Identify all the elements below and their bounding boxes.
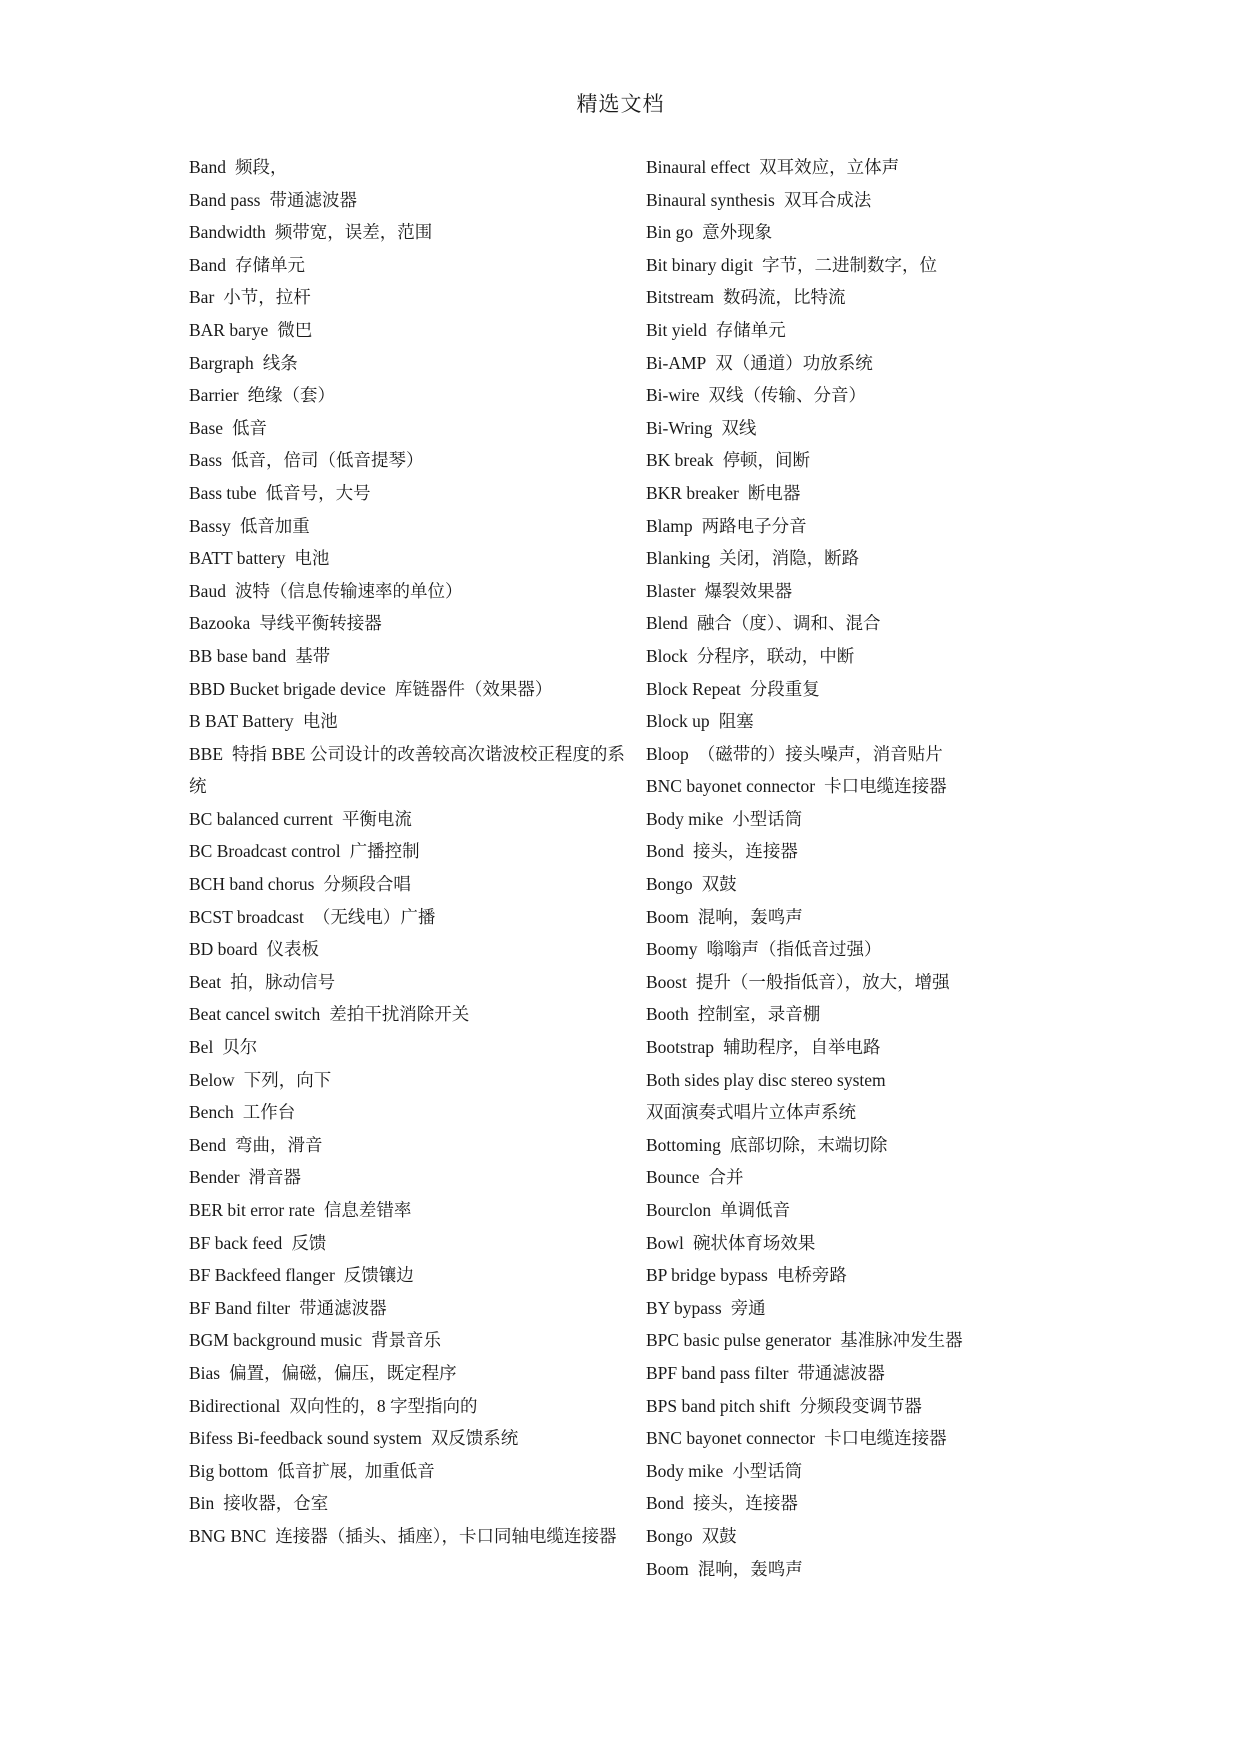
- entry-meaning: 双面演奏式唱片立体声系统: [646, 1102, 856, 1123]
- entry-term: BKR breaker: [646, 482, 739, 503]
- entry-meaning: 电桥旁路: [776, 1265, 847, 1286]
- entry-meaning: 存储单元: [234, 254, 305, 275]
- entry-meaning: 低音: [232, 417, 268, 438]
- entry-meaning: 滑音器: [248, 1167, 302, 1188]
- entry-term: Bounce: [646, 1167, 700, 1188]
- entry-term: Band pass: [189, 189, 261, 210]
- glossary-entry: [646, 705, 1091, 738]
- entry-term: Bifess Bi-feedback sound system: [189, 1428, 422, 1449]
- entry-meaning: 低音加重: [239, 515, 310, 536]
- entry-term: BPS band pitch shift: [646, 1395, 791, 1416]
- entry-meaning: 爆裂效果器: [704, 580, 793, 601]
- glossary-entry: [189, 314, 634, 347]
- entry-meaning: 库链器件（效果器）: [394, 678, 553, 699]
- entry-term: Block Repeat: [646, 678, 741, 699]
- glossary-entry: [646, 738, 1091, 771]
- glossary-entry: [189, 705, 634, 738]
- glossary-entry: [646, 1227, 1091, 1260]
- entry-term: Blanking: [646, 548, 711, 569]
- glossary-entry: [189, 1520, 634, 1553]
- entry-meaning: 频段，: [234, 157, 288, 177]
- entry-meaning: 小型话筒: [732, 808, 803, 829]
- glossary-entry: [646, 1520, 1091, 1553]
- entry-term: BAR barye: [189, 319, 269, 340]
- glossary-entry: [646, 1487, 1091, 1520]
- entry-term: Bin go: [646, 222, 694, 243]
- glossary-entry: [189, 1129, 634, 1162]
- entry-meaning: 频带宽，误差，范围: [274, 222, 433, 243]
- entry-meaning: 碗状体育场效果: [692, 1232, 816, 1253]
- entry-meaning: 广播控制: [349, 841, 420, 862]
- glossary-entry: [189, 998, 634, 1031]
- glossary-entry: [646, 151, 1091, 184]
- entry-term: Boom: [646, 1558, 689, 1579]
- entry-meaning: 接头，连接器: [692, 1493, 798, 1514]
- glossary-entry: [646, 803, 1091, 836]
- entry-meaning: （磁带的）接头噪声，消音贴片: [697, 743, 943, 764]
- entry-term: BBE: [189, 743, 224, 764]
- entry-meaning: 平衡电流: [341, 808, 412, 829]
- entry-meaning: 工作台: [242, 1102, 296, 1123]
- entry-meaning: 合并: [708, 1167, 744, 1188]
- glossary-entry: [646, 1422, 1091, 1455]
- entry-meaning: 低音扩展，加重低音: [277, 1460, 435, 1481]
- entry-term: BPF band pass filter: [646, 1362, 789, 1383]
- glossary-entry: [646, 1161, 1091, 1194]
- entry-meaning: 双线: [721, 417, 757, 438]
- entry-term: BPC basic pulse generator: [646, 1330, 832, 1351]
- entry-meaning: 提升（一般指低音），放大，增强: [695, 971, 950, 992]
- entry-term: Bit yield: [646, 319, 707, 340]
- glossary-entry: [189, 1422, 634, 1455]
- entry-meaning: 辅助程序，自举电路: [723, 1037, 881, 1058]
- entry-term: Body mike: [646, 808, 724, 829]
- entry-term: Bi-Wring: [646, 417, 713, 438]
- glossary-entry: [646, 1390, 1091, 1423]
- entry-meaning: 控制室，录音棚: [697, 1004, 821, 1025]
- entry-term: BNC bayonet connector: [646, 1428, 816, 1449]
- entry-term: Base: [189, 417, 224, 438]
- entry-term: Baud: [189, 580, 226, 601]
- entry-meaning: 分频段变调节器: [799, 1395, 922, 1416]
- entry-term: BF Backfeed flanger: [189, 1265, 335, 1286]
- entry-term: BCST broadcast: [189, 906, 304, 927]
- glossary-entry: [189, 1324, 634, 1357]
- entry-meaning: 卡口电缆连接器: [824, 776, 947, 797]
- entry-term: Bias: [189, 1362, 221, 1383]
- glossary-entry: [189, 1390, 634, 1423]
- glossary-entry: [189, 542, 634, 575]
- entry-meaning: 拍，脉动信号: [230, 971, 336, 992]
- glossary-entry: [646, 901, 1091, 934]
- entry-meaning: 断电器: [747, 482, 801, 503]
- entry-meaning: 下列，向下: [243, 1069, 332, 1090]
- glossary-entry: [646, 1292, 1091, 1325]
- entry-meaning: 差拍干扰消除开关: [329, 1004, 470, 1025]
- glossary-entry: [189, 1161, 634, 1194]
- glossary-entry: [646, 1455, 1091, 1488]
- entry-term: Bloop: [646, 743, 689, 764]
- entry-term: Blamp: [646, 515, 693, 536]
- entry-meaning: 特指 BBE 公司设计的改善较高次谐波校正程度的系统: [189, 743, 625, 797]
- entry-meaning: （无线电）广播: [312, 906, 436, 927]
- entry-term: BC balanced current: [189, 808, 333, 829]
- entry-term: BATT battery: [189, 548, 286, 569]
- entry-meaning: 低音号，大号: [265, 482, 371, 503]
- entry-meaning: 双耳效应，立体声: [759, 157, 900, 177]
- entry-meaning: 带通滤波器: [269, 189, 357, 210]
- entry-meaning: 信息差错率: [323, 1200, 412, 1220]
- entry-term: Big bottom: [189, 1460, 269, 1481]
- glossary-entry: [189, 1096, 634, 1129]
- entry-term: Bend: [189, 1134, 226, 1155]
- entry-term: Bender: [189, 1167, 240, 1188]
- entry-meaning: 双耳合成法: [783, 189, 872, 210]
- entry-term: BF back feed: [189, 1232, 283, 1253]
- entry-term: Boost: [646, 971, 687, 992]
- entry-meaning: 带通滤波器: [299, 1297, 387, 1318]
- entry-term: Band: [189, 254, 226, 275]
- glossary-entry: [646, 1259, 1091, 1292]
- entry-term: Boomy: [646, 939, 698, 960]
- entry-term: Bongo: [646, 874, 693, 895]
- glossary-entry: [189, 1194, 634, 1227]
- entry-meaning: 单调低音: [720, 1200, 791, 1220]
- entry-meaning: 存储单元: [715, 319, 786, 340]
- entry-term: Bi-wire: [646, 385, 700, 406]
- entry-term: BK break: [646, 450, 714, 471]
- glossary-entry: [189, 966, 634, 999]
- entry-term: BBD Bucket brigade device: [189, 678, 386, 699]
- glossary-entry: [646, 868, 1091, 901]
- glossary-entry: [189, 1487, 634, 1520]
- entry-term: Bond: [646, 841, 684, 862]
- entry-term: Beat: [189, 971, 222, 992]
- glossary-entry: [646, 444, 1091, 477]
- entry-term: Bench: [189, 1102, 234, 1123]
- entry-term: Bass tube: [189, 482, 257, 503]
- entry-term: Booth: [646, 1004, 689, 1025]
- glossary-entry: [646, 998, 1091, 1031]
- glossary-entry: [646, 640, 1091, 673]
- glossary-entry: [189, 803, 634, 836]
- glossary-entry: [189, 1064, 634, 1097]
- entry-meaning: 线条: [262, 352, 298, 373]
- entry-term: Bootstrap: [646, 1037, 715, 1058]
- glossary-entry: [646, 1357, 1091, 1390]
- glossary-left-column: [189, 151, 634, 1553]
- glossary-entry: [189, 477, 634, 510]
- entry-meaning: 双鼓: [701, 874, 737, 895]
- glossary-entry: [189, 281, 634, 314]
- entry-meaning: 仪表板: [266, 939, 320, 960]
- glossary-entry: [189, 738, 634, 803]
- glossary-entry: [646, 412, 1091, 445]
- glossary-entry: [646, 379, 1091, 412]
- glossary-entry: [189, 216, 634, 249]
- entry-term: Bargraph: [189, 352, 254, 373]
- entry-meaning: 关闭，消隐，断路: [719, 548, 860, 569]
- glossary-entry: [189, 1031, 634, 1064]
- glossary-entry: [646, 1031, 1091, 1064]
- glossary-entry: [189, 1357, 634, 1390]
- entry-meaning: 小型话筒: [732, 1460, 803, 1481]
- glossary-entry: [646, 1324, 1091, 1357]
- entry-meaning: 双线（传输、分音）: [708, 385, 866, 406]
- entry-meaning: 双向性的，8 字型指向的: [289, 1395, 478, 1416]
- glossary-entry: [646, 184, 1091, 217]
- entry-term: Band: [189, 157, 226, 177]
- entry-meaning: 旁通: [730, 1297, 766, 1318]
- entry-term: Bitstream: [646, 287, 715, 308]
- entry-meaning: 绝缘（套）: [247, 385, 336, 406]
- entry-term: Bourclon: [646, 1200, 712, 1220]
- glossary-entry: [189, 901, 634, 934]
- glossary-entry: [646, 966, 1091, 999]
- entry-meaning: 连接器（插头、插座），卡口同轴电缆连接器: [275, 1525, 617, 1546]
- entry-term: Bowl: [646, 1232, 684, 1253]
- glossary-entry: [189, 673, 634, 706]
- entry-term: Block up: [646, 711, 710, 732]
- entry-meaning: 停顿，间断: [722, 450, 811, 471]
- entry-term: BY bypass: [646, 1297, 722, 1318]
- glossary-entry: [646, 1194, 1091, 1227]
- entry-term: Block: [646, 645, 688, 666]
- entry-meaning: 卡口电缆连接器: [824, 1428, 947, 1449]
- entry-meaning: 微巴: [277, 319, 313, 340]
- entry-term: BCH band chorus: [189, 874, 315, 895]
- entry-term: Below: [189, 1069, 235, 1090]
- entry-meaning: 偏置，偏磁，偏压，既定程序: [229, 1362, 457, 1383]
- glossary-entry: [646, 510, 1091, 543]
- glossary-entry: [646, 249, 1091, 282]
- glossary-entry: [646, 770, 1091, 803]
- entry-term: Bin: [189, 1493, 215, 1514]
- entry-meaning: 分段重复: [749, 678, 820, 699]
- entry-meaning: 双（通道）功放系统: [715, 352, 873, 373]
- entry-term: BP bridge bypass: [646, 1265, 768, 1286]
- entry-meaning: 电池: [294, 548, 330, 569]
- entry-term: Blend: [646, 613, 688, 634]
- entry-term: Bi-AMP: [646, 352, 707, 373]
- glossary-entry: [646, 477, 1091, 510]
- glossary-entry: [189, 1292, 634, 1325]
- glossary-entry: [189, 151, 634, 184]
- entry-term: Body mike: [646, 1460, 724, 1481]
- entry-term: Bandwidth: [189, 222, 266, 243]
- entry-term: BGM background music: [189, 1330, 363, 1351]
- entry-meaning: 基准脉冲发生器: [840, 1330, 963, 1351]
- entry-meaning: 接头，连接器: [692, 841, 798, 862]
- page-header-title: 精选文档: [576, 92, 665, 116]
- glossary-entry: [646, 575, 1091, 608]
- entry-term: BNG BNC: [189, 1525, 267, 1546]
- entry-term: BER bit error rate: [189, 1200, 315, 1220]
- entry-meaning: 嗡嗡声（指低音过强）: [706, 939, 882, 960]
- entry-term: BC Broadcast control: [189, 841, 341, 862]
- entry-meaning: 波特（信息传输速率的单位）: [234, 580, 463, 601]
- entry-term: Boom: [646, 906, 689, 927]
- glossary-entry: [189, 444, 634, 477]
- glossary-entry: [646, 607, 1091, 640]
- entry-meaning: 电池: [302, 711, 338, 732]
- entry-term: Bass: [189, 450, 223, 471]
- glossary-entry: [189, 607, 634, 640]
- entry-meaning: 混响，轰鸣声: [697, 1558, 803, 1579]
- glossary-entry: [646, 1553, 1091, 1586]
- entry-term: Blaster: [646, 580, 696, 601]
- entry-meaning: 背景音乐: [371, 1330, 442, 1351]
- entry-term: Barrier: [189, 385, 239, 406]
- glossary-entry: [189, 575, 634, 608]
- entry-meaning: 融合（度）、调和、混合: [696, 613, 881, 634]
- entry-meaning: 低音，倍司（低音提琴）: [231, 450, 424, 471]
- glossary-entry: [646, 314, 1091, 347]
- glossary-entry: [646, 673, 1091, 706]
- glossary-entry: [189, 184, 634, 217]
- glossary-entry: [189, 347, 634, 380]
- glossary-entry: [646, 281, 1091, 314]
- glossary-entry: [189, 835, 634, 868]
- entry-meaning: 小节，拉杆: [223, 287, 311, 308]
- entry-term: Bar: [189, 287, 215, 308]
- entry-meaning: 混响，轰鸣声: [697, 906, 803, 927]
- entry-meaning: 贝尔: [222, 1037, 258, 1058]
- entry-term: Bassy: [189, 515, 231, 536]
- glossary-entry: [646, 347, 1091, 380]
- entry-term: BF Band filter: [189, 1297, 291, 1318]
- entry-term: BD board: [189, 939, 258, 960]
- entry-meaning: 分频段合唱: [323, 874, 411, 895]
- entry-term: BB base band: [189, 645, 287, 666]
- entry-meaning: 导线平衡转接器: [259, 613, 382, 634]
- glossary-entry: [189, 249, 634, 282]
- glossary-entry: [646, 1129, 1091, 1162]
- entry-term: Both sides play disc stereo system: [646, 1069, 886, 1090]
- glossary-entry: [189, 412, 634, 445]
- glossary-entry: [646, 835, 1091, 868]
- entry-meaning: 弯曲，滑音: [234, 1134, 323, 1155]
- entry-term: Bongo: [646, 1525, 693, 1546]
- entry-meaning: 接收器，仓室: [223, 1493, 329, 1514]
- glossary-entry: [189, 640, 634, 673]
- entry-meaning: 反馈: [291, 1232, 327, 1253]
- entry-term: Beat cancel switch: [189, 1004, 321, 1025]
- entry-meaning: 带通滤波器: [797, 1362, 885, 1383]
- glossary-entry: [189, 933, 634, 966]
- glossary-entry: [646, 1064, 1091, 1129]
- glossary-entry: [189, 1455, 634, 1488]
- entry-meaning: 基带: [295, 645, 331, 666]
- entry-meaning: 双反馈系统: [430, 1428, 519, 1449]
- entry-meaning: 字节，二进制数字，位: [761, 254, 937, 275]
- entry-term: Bit binary digit: [646, 254, 753, 275]
- glossary-entry: [189, 379, 634, 412]
- entry-term: Binaural effect: [646, 157, 751, 177]
- entry-term: Bidirectional: [189, 1395, 281, 1416]
- glossary-entry: [189, 1259, 634, 1292]
- entry-term: Binaural synthesis: [646, 189, 775, 210]
- entry-term: B BAT Battery: [189, 711, 294, 732]
- glossary-entry: [189, 1227, 634, 1260]
- entry-term: Bazooka: [189, 613, 251, 634]
- glossary-entry: [646, 216, 1091, 249]
- entry-term: Bottoming: [646, 1134, 721, 1155]
- glossary-entry: [189, 510, 634, 543]
- entry-meaning: 意外现象: [702, 222, 773, 243]
- glossary-entry: [646, 933, 1091, 966]
- entry-meaning: 阻塞: [718, 711, 754, 732]
- entry-term: Bel: [189, 1037, 214, 1058]
- glossary-entry: [189, 868, 634, 901]
- entry-meaning: 双鼓: [701, 1525, 737, 1546]
- entry-term: BNC bayonet connector: [646, 776, 816, 797]
- entry-meaning: 数码流，比特流: [723, 287, 846, 308]
- entry-meaning: 反馈镶边: [343, 1265, 414, 1286]
- entry-meaning: 两路电子分音: [701, 515, 807, 536]
- glossary-entry: [646, 542, 1091, 575]
- glossary-right-column: [646, 151, 1091, 1585]
- entry-meaning: 底部切除，末端切除: [729, 1134, 888, 1155]
- entry-term: Bond: [646, 1493, 684, 1514]
- entry-meaning: 分程序，联动，中断: [696, 645, 855, 666]
